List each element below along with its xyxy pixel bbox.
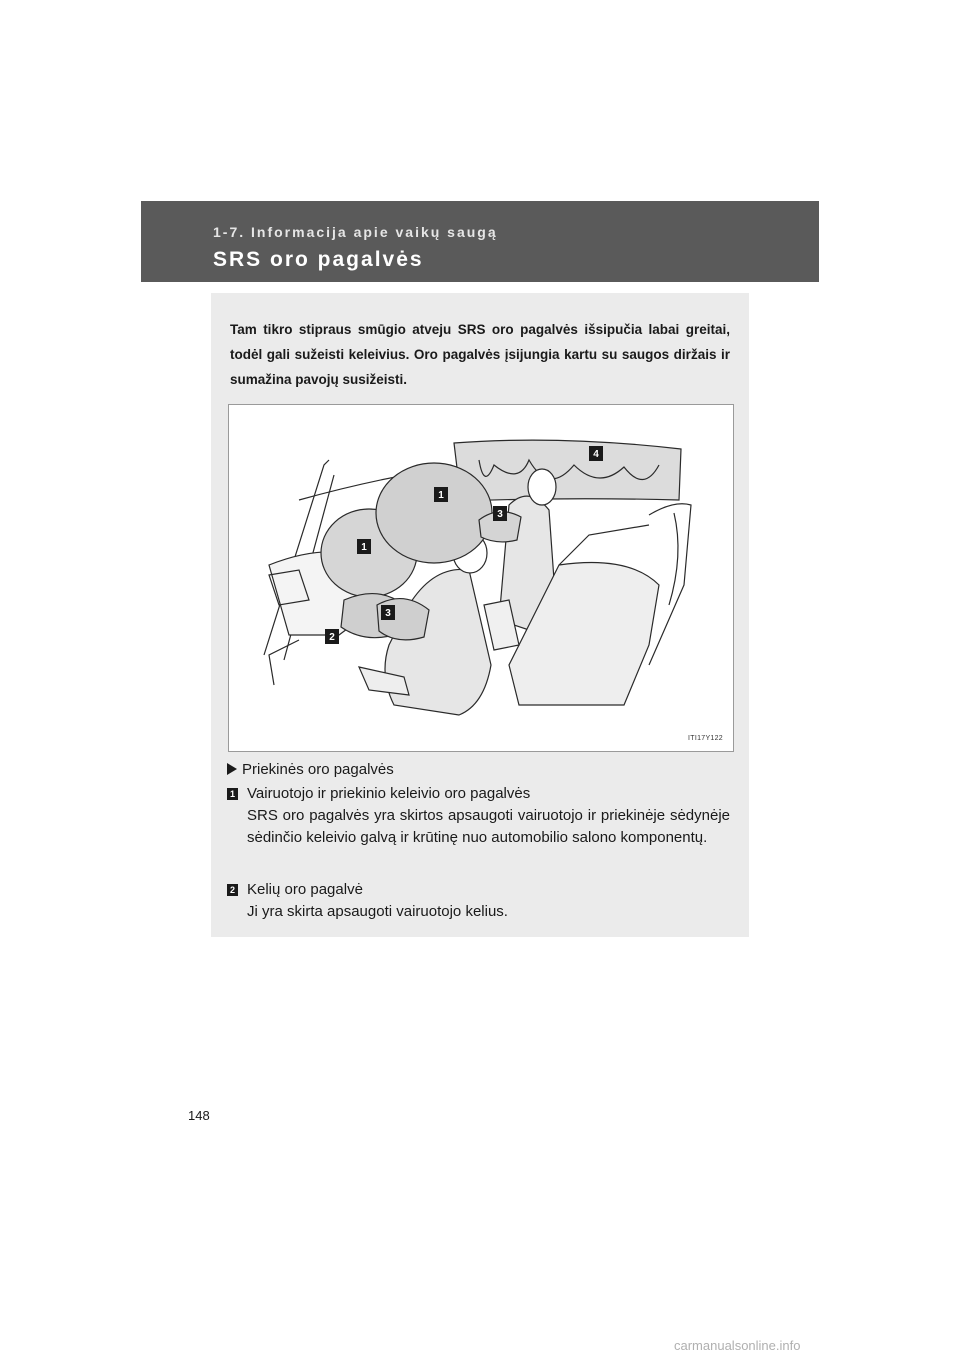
figure-code: ITI17Y122 <box>688 735 723 742</box>
item-number-badge: 2 <box>227 884 238 896</box>
intro-paragraph: Tam tikro stipraus smūgio atveju SRS oro pagalvės išsipučia labai greitai, todėl gali sužeisti keleivius. Oro pagalvės įsijungia kartu su saugos diržais ir sumažina pavojų susižeisti. <box>230 322 730 387</box>
content-panel <box>211 293 749 937</box>
car-interior-drawing <box>229 405 733 751</box>
list-item <box>227 783 730 849</box>
callout-4-curtain-label: 4 <box>593 449 599 460</box>
section-label: 1-7. Informacija apie vaikų saugą <box>213 224 498 240</box>
airbag-illustration <box>228 404 734 752</box>
callout-3-passenger-side-label: 3 <box>497 509 503 520</box>
callout-2-knee-label: 2 <box>329 632 335 643</box>
callout-1-passenger-label: 1 <box>438 490 444 501</box>
item-description: SRS oro pagalvės yra skirtos apsaugoti vairuotojo ir priekinėje sėdynėje sėdinčio keleivio galvą ir krūtinę nuo automobilio salono komponentų. <box>247 807 730 846</box>
triangle-bullet-icon <box>227 763 237 775</box>
callout-3-front-side-label: 3 <box>385 608 391 619</box>
list-item <box>227 879 730 923</box>
item-title: Vairuotojo ir priekinio keleivio oro pagalvės <box>247 785 531 802</box>
section-header <box>141 201 819 282</box>
item-title: Kelių oro pagalvė <box>247 881 363 898</box>
page-title: SRS oro pagalvės <box>213 248 424 271</box>
callout-1-driver-label: 1 <box>361 542 367 553</box>
page-number: 148 <box>188 1108 210 1123</box>
item-number-badge: 1 <box>227 788 238 800</box>
item-description: Ji yra skirta apsaugoti vairuotojo kelius. <box>247 903 508 920</box>
watermark: carmanualsonline.info <box>674 1338 801 1353</box>
section-heading-text: Priekinės oro pagalvės <box>242 761 394 778</box>
section-heading <box>227 759 394 781</box>
